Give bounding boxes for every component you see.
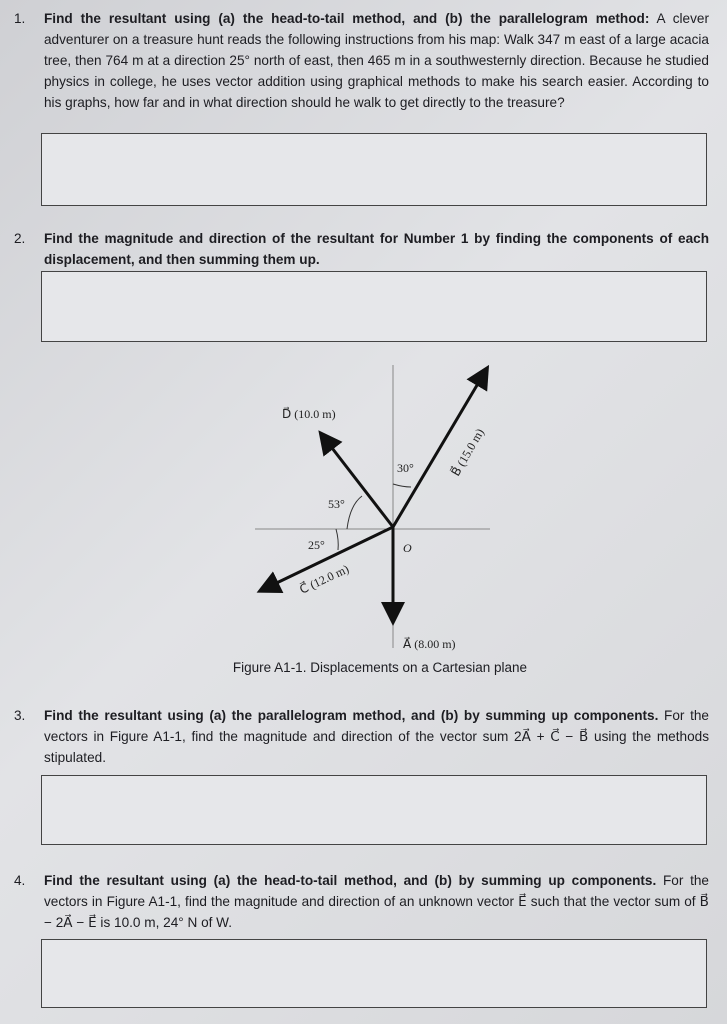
question-4 (14, 870, 709, 933)
label-origin: O (403, 541, 412, 555)
question-text: For the vectors in Figure A1-1, find the magnitude and direction of an unknown vector E⃗ such that the vector sum of B⃗ − 2A⃗ − E⃗ is 10.0 m, 24° N of W. (44, 873, 709, 930)
label-b: B⃗ (15.0 m) (448, 425, 487, 479)
label-d: D⃗ (10.0 m) (282, 407, 336, 421)
figure-caption: Figure A1-1. Displacements on a Cartesian plane (232, 660, 528, 675)
label-angle-25: 25° (308, 538, 325, 552)
answer-box-3[interactable] (41, 775, 707, 845)
angle-arc-b (393, 484, 411, 487)
answer-box-4[interactable] (41, 939, 707, 1008)
question-heading: Find the magnitude and direction of the resultant for Number 1 by finding the components of each displacement, and then summing them up. (44, 231, 709, 267)
vector-d (322, 435, 393, 527)
question-text: For the vectors in Figure A1-1, find the magnitude and direction of the vector sum 2A⃗ + C⃗ − B⃗ using the methods stipulated. (44, 708, 709, 765)
question-number: 4. (14, 873, 26, 888)
question-number: 1. (14, 11, 26, 26)
question-number: 2. (14, 231, 26, 246)
question-text: A clever adventurer on a treasure hunt reads the following instructions from his map: Walk 347 m east of a large acacia tree, then 764 m at a direction 25° north of east, then 465 m in a southwesternly direction. Because he studied physics in college, he uses vector addition using graphical methods to make his search easier. According to his graphs, how far and in what direction should he walk to get directly to the treasure? (44, 11, 709, 110)
angle-arc-c (336, 529, 338, 550)
angle-arc-d (347, 496, 362, 529)
question-number: 3. (14, 708, 26, 723)
question-3 (14, 705, 709, 768)
question-heading: Find the resultant using (a) the parallelogram method, and (b) by summing up components. (44, 708, 659, 723)
label-angle-30: 30° (397, 461, 414, 475)
label-angle-53: 53° (328, 497, 345, 511)
label-a: A⃗ (8.00 m) (403, 637, 456, 651)
label-c: C⃗ (12.0 m) (297, 561, 352, 597)
question-heading: Find the resultant using (a) the head-to-tail method, and (b) the parallelogram method: (44, 11, 650, 26)
question-heading: Find the resultant using (a) the head-to-tail method, and (b) by summing up components. (44, 873, 657, 888)
